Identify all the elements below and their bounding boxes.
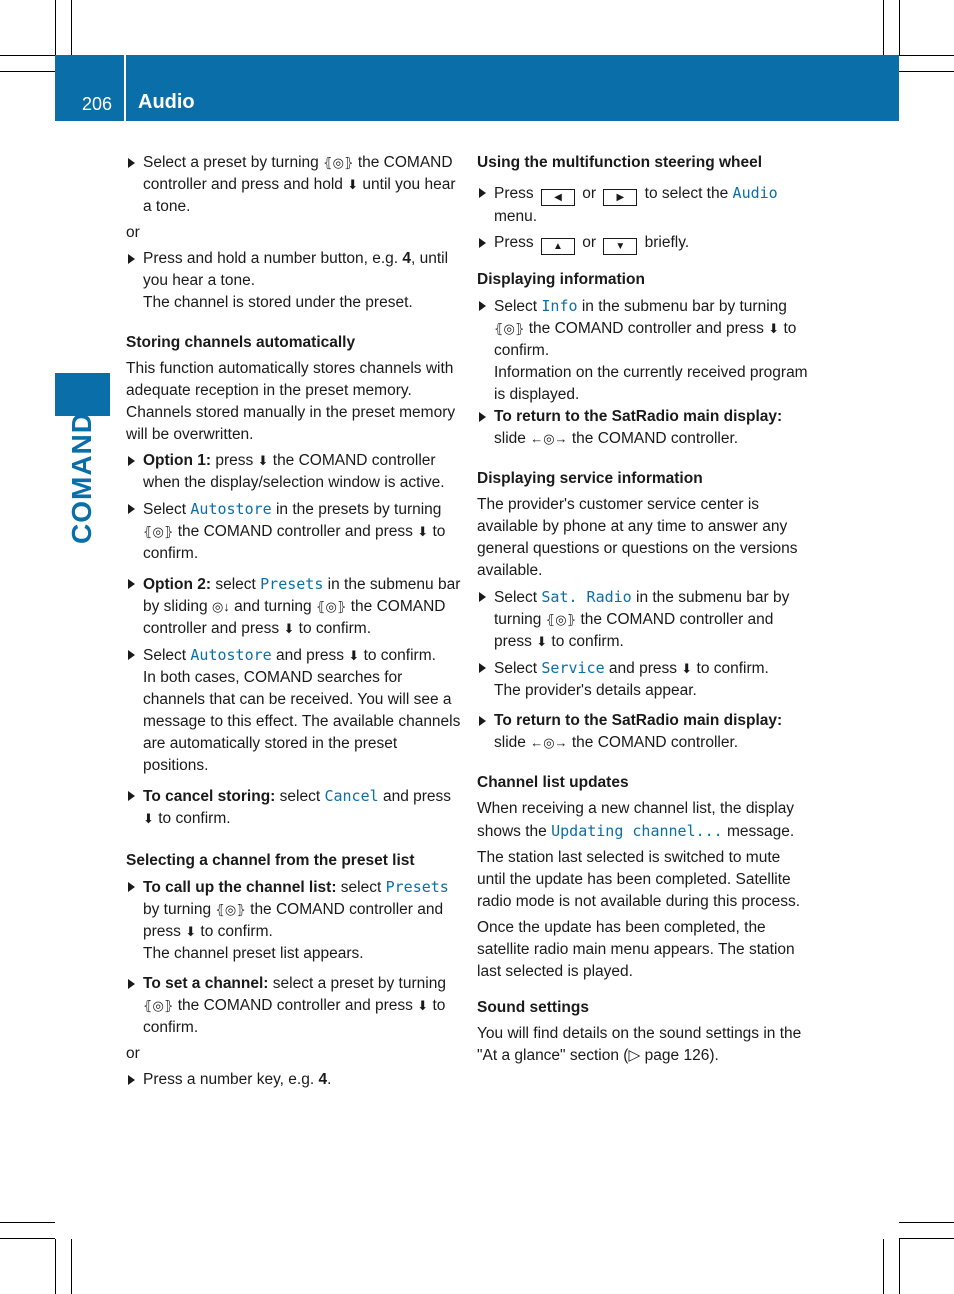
turn-controller-icon: ⦃◎⦄ — [545, 612, 577, 627]
display-text: Service — [541, 659, 605, 677]
subheading: Sound settings — [477, 999, 589, 1016]
display-text: Autostore — [190, 500, 272, 518]
instruction-continuation — [477, 732, 812, 754]
instruction-item — [477, 232, 812, 255]
text: Select — [494, 298, 542, 315]
crop-mark — [883, 0, 884, 55]
instruction-item — [477, 295, 812, 362]
paragraph: You will find details on the sound settings in the "At a glance" section (▷ page 126). — [477, 1025, 802, 1064]
text: Select — [494, 589, 542, 606]
text: to confirm. — [143, 523, 446, 562]
text: or — [577, 234, 601, 251]
display-text: Cancel — [324, 787, 379, 805]
instruction-item — [126, 498, 461, 565]
paragraph: The provider's customer service center is available by phone at any time to answer any general questions or questions on the versions available. — [477, 496, 798, 579]
page-number: 206 — [82, 94, 113, 114]
turn-controller-icon: ⦃◎⦄ — [143, 524, 174, 539]
text: Select a preset by turning — [143, 154, 324, 171]
subheading: Using the multifunction steering wheel — [477, 154, 763, 171]
label: Option 2: — [143, 576, 212, 593]
slide-left-right-icon: ←◎→ — [530, 735, 568, 750]
text: . — [327, 1071, 332, 1088]
text: to confirm. — [692, 660, 769, 677]
side-tab-label: COMAND — [66, 412, 97, 544]
label: To return to the SatRadio main display: — [494, 712, 783, 729]
crop-mark — [55, 0, 56, 55]
text: When receiving a new channel list, the display shows the — [477, 800, 795, 840]
instruction-item — [126, 973, 461, 1039]
text: to confirm. — [294, 620, 372, 637]
text: , until you hear a tone. — [143, 250, 449, 289]
number-key: 4 — [318, 1071, 328, 1088]
label: To call up the channel list: — [143, 879, 337, 896]
text: and turning — [229, 598, 316, 615]
text: to confirm. — [143, 997, 446, 1036]
text: in the submenu bar by turning — [494, 589, 790, 628]
label: To cancel storing: — [143, 788, 276, 805]
text: the COMAND controller and press — [524, 320, 769, 337]
label: Option 1: — [143, 452, 212, 469]
result-note: In both cases, COMAND searches for channels that can be received. You will see a message to this effect. The available channels are automatically stored in the preset positions. — [143, 669, 461, 774]
left-column — [126, 152, 461, 1091]
text: the COMAND controller and press — [143, 901, 444, 940]
crop-mark — [899, 1238, 954, 1239]
result-note: The channel preset list appears. — [143, 945, 364, 962]
display-text: Presets — [260, 575, 324, 593]
text: in the submenu bar by sliding — [143, 576, 461, 615]
text: in the presets by turning — [271, 501, 442, 518]
instruction-item — [477, 406, 812, 428]
press-controller-icon: ⬇ — [347, 177, 359, 192]
text: the COMAND controller and press — [173, 523, 418, 540]
text: Select — [494, 660, 542, 677]
text: Press and hold a number button, e.g. — [143, 250, 403, 267]
right-column — [477, 152, 812, 1067]
display-text: Presets — [385, 878, 449, 896]
crop-mark — [899, 1222, 954, 1223]
text: the COMAND controller and press — [494, 611, 774, 650]
text: and press — [271, 647, 349, 664]
crop-mark — [899, 55, 954, 56]
text: the COMAND controller. — [567, 430, 739, 447]
press-controller-icon: ⬇ — [185, 924, 197, 939]
paragraph: Once the update has been completed, the satellite radio main menu appears. The station last selected is played. — [477, 919, 795, 980]
press-controller-icon: ⬇ — [348, 648, 360, 663]
text: to confirm. — [196, 923, 273, 940]
result-note: The channel is stored under the preset. — [143, 294, 413, 311]
text: and press — [604, 660, 682, 677]
section-title: Audio — [138, 91, 195, 113]
instruction-item — [126, 876, 461, 943]
crop-mark — [899, 71, 954, 72]
press-controller-icon: ⬇ — [143, 811, 154, 826]
press-controller-icon: ⬇ — [417, 524, 429, 539]
crop-mark — [71, 0, 72, 55]
text: Press — [494, 185, 538, 202]
down-arrow-key-icon: ▼ — [603, 238, 637, 255]
subheading: Displaying information — [477, 271, 645, 288]
slide-down-icon: ◎↓ — [211, 599, 230, 614]
subheading: Channel list updates — [477, 774, 629, 791]
crop-mark — [899, 0, 900, 55]
result-note: The provider's details appear. — [494, 682, 697, 699]
paragraph: The station last selected is switched to mute until the update has been completed. Satellite radio mode is not available during this process. — [477, 849, 801, 910]
crop-mark — [0, 1238, 55, 1239]
text: the COMAND controller and press — [173, 997, 418, 1014]
instruction-item — [126, 785, 461, 830]
text: to confirm. — [494, 320, 797, 359]
crop-mark — [883, 1239, 884, 1294]
display-text: Info — [541, 297, 578, 315]
text: Press — [494, 234, 538, 251]
text: select — [336, 879, 386, 896]
right-arrow-key-icon: ▶ — [603, 189, 637, 206]
text: select — [275, 788, 325, 805]
instruction-continuation — [477, 428, 812, 450]
instruction-item — [477, 182, 812, 228]
crop-mark — [55, 1239, 56, 1294]
crop-mark — [0, 55, 55, 56]
instruction-item — [477, 710, 812, 732]
display-text: Autostore — [190, 646, 272, 664]
text: the COMAND controller and press and hold — [143, 154, 453, 193]
slide-left-right-icon: ←◎→ — [530, 431, 568, 446]
subheading: Selecting a channel from the preset list — [126, 852, 415, 869]
or-text: or — [126, 1045, 140, 1062]
text: to confirm. — [153, 810, 231, 827]
subheading: Storing channels automatically — [126, 334, 356, 351]
instruction-item — [126, 248, 461, 292]
header-divider — [124, 55, 126, 121]
display-text: Audio — [732, 184, 778, 202]
crop-mark — [0, 1222, 55, 1223]
text: to confirm. — [547, 633, 624, 650]
text: Press a number key, e.g. — [143, 1071, 319, 1088]
text: the COMAND controller. — [567, 734, 739, 751]
label: To set a channel: — [143, 975, 269, 992]
instruction-item — [477, 657, 812, 680]
display-text: Updating channel... — [551, 822, 723, 840]
crop-mark — [71, 1239, 72, 1294]
text: menu. — [494, 208, 538, 225]
turn-controller-icon: ⦃◎⦄ — [494, 321, 525, 336]
text: until you hear a tone. — [143, 176, 456, 215]
crop-mark — [0, 71, 55, 72]
side-tab — [55, 373, 110, 416]
turn-controller-icon: ⦃◎⦄ — [315, 599, 347, 614]
text: select a preset by turning — [268, 975, 446, 992]
turn-controller-icon: ⦃◎⦄ — [215, 902, 246, 917]
paragraph: This function automatically stores channels with adequate reception in the preset memory. Channels stored manually in the preset memory will be overwritten. — [126, 360, 456, 443]
text: and press — [378, 788, 452, 805]
text: in the submenu bar by turning — [577, 298, 787, 315]
subheading: Displaying service information — [477, 470, 703, 487]
label: To return to the SatRadio main display: — [494, 408, 783, 425]
up-arrow-key-icon: ▲ — [541, 238, 575, 255]
press-controller-icon: ⬇ — [536, 634, 548, 649]
display-text: Sat. Radio — [541, 588, 632, 606]
crop-mark — [899, 1239, 900, 1294]
text: to confirm. — [359, 647, 436, 664]
instruction-item — [126, 573, 461, 640]
press-controller-icon: ⬇ — [681, 661, 693, 676]
text: the COMAND controller and press — [143, 598, 446, 637]
result-note: Information on the currently received program is displayed. — [494, 364, 808, 403]
text: slide — [494, 734, 531, 751]
instruction-item — [126, 152, 461, 218]
press-controller-icon: ⬇ — [257, 453, 269, 468]
text: select — [211, 576, 261, 593]
text: or — [577, 185, 601, 202]
press-controller-icon: ⬇ — [768, 321, 780, 336]
text: slide — [494, 430, 531, 447]
text: message. — [722, 823, 795, 840]
text: by turning — [143, 901, 216, 918]
paragraph — [477, 798, 812, 843]
text: to select the — [640, 185, 733, 202]
turn-controller-icon: ⦃◎⦄ — [323, 155, 354, 170]
instruction-item — [126, 644, 461, 667]
text: the COMAND controller when the display/selection window is active. — [143, 452, 445, 491]
instruction-item — [126, 1069, 461, 1091]
text: press — [211, 452, 258, 469]
turn-controller-icon: ⦃◎⦄ — [143, 998, 174, 1013]
text: briefly. — [640, 234, 690, 251]
left-arrow-key-icon: ◀ — [541, 189, 575, 206]
text: Select — [143, 501, 191, 518]
instruction-item — [126, 450, 461, 494]
text: Select — [143, 647, 191, 664]
number-button: 4 — [402, 250, 411, 267]
press-controller-icon: ⬇ — [283, 621, 295, 636]
instruction-item — [477, 586, 812, 653]
press-controller-icon: ⬇ — [417, 998, 429, 1013]
or-text: or — [126, 224, 140, 241]
